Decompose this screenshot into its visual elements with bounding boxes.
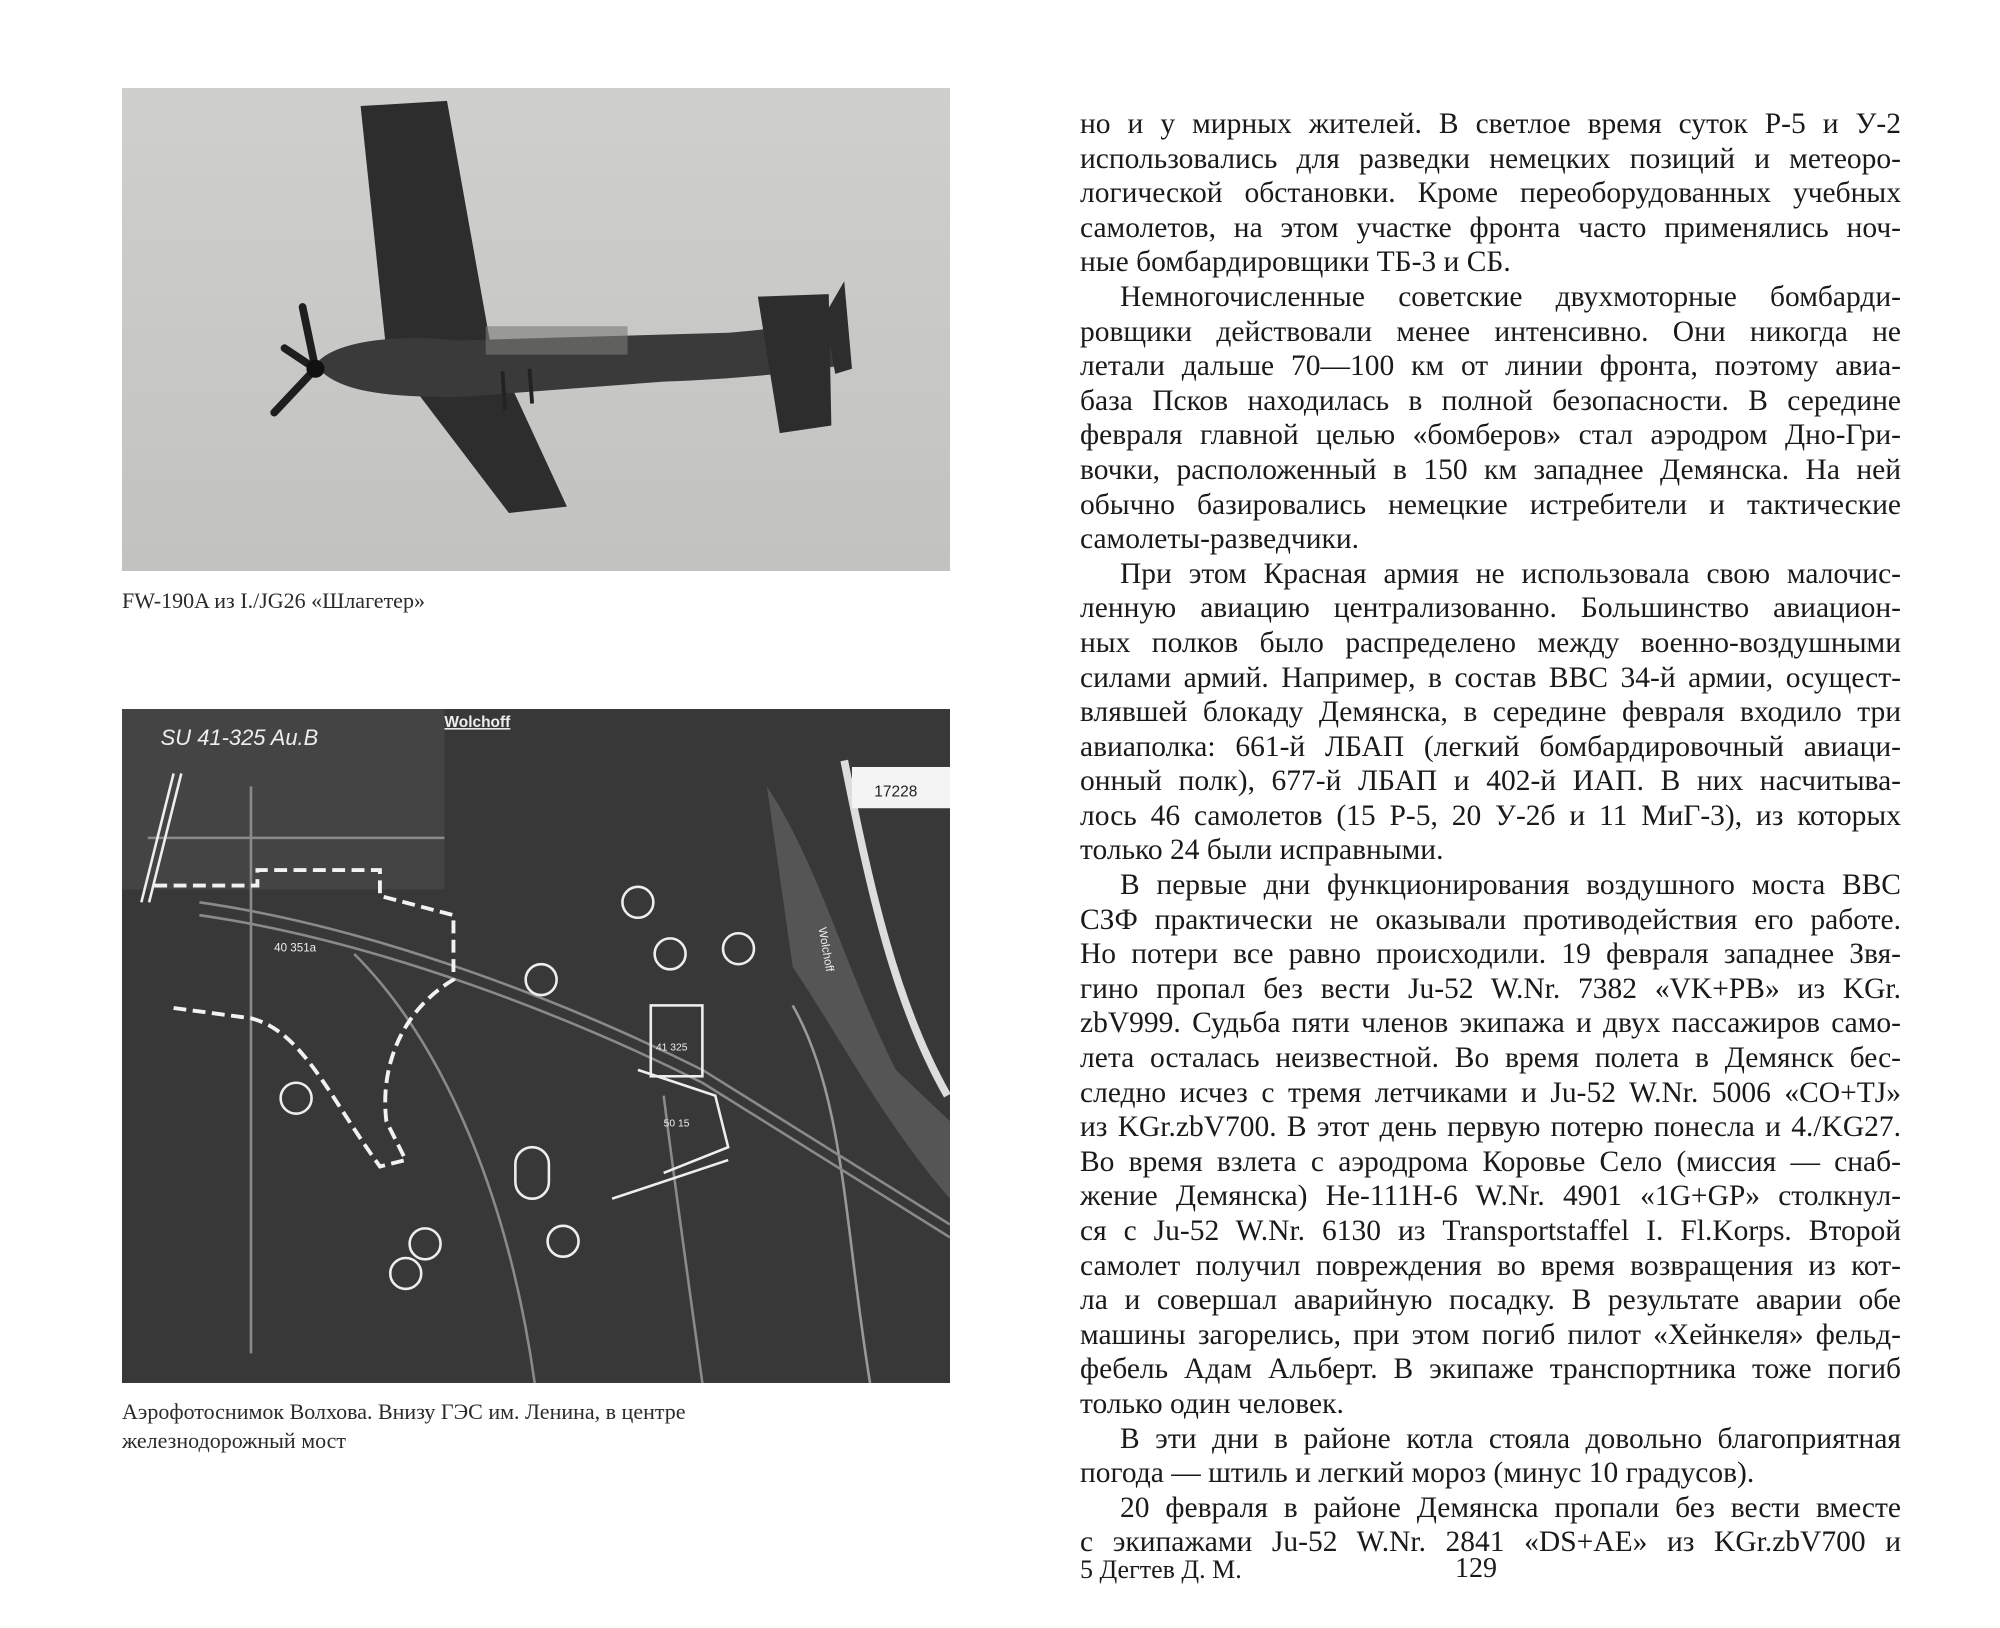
frame-number: 17228 [874,783,918,801]
text-line: следно исчез с тремя летчиками и Ju-52 W.Nr. 5006 «CO+TJ» [1080,1076,1901,1109]
text-line: база Псков находилась в полной безопасности. В середине [1080,384,1901,417]
text-line: вочки, расположенный в 150 км западнее Демянска. На ней [1080,453,1901,486]
area-label-b: 41 325 [655,1042,688,1054]
figure-caption-1: FW-190A из I./JG26 «Шлагетер» [122,588,425,613]
text-line: фебель Адам Альберт. В экипаже транспортника тоже погиб [1080,1353,1901,1386]
text-line: логической обстановки. Кроме переоборудованных учебных [1080,177,1901,210]
text-line: ные бомбардировщики ТБ-3 и СБ. [1080,246,1511,279]
text-line: ла и совершал аварийную посадку. В результате аварии обе [1080,1284,1901,1317]
mission-label: SU 41-325 Au.B [160,725,319,751]
text-line: но и у мирных жителей. В светлое время суток Р-5 и У-2 [1080,108,1901,140]
text-line: онный полк), 677-й ЛБАП и 402-й ИАП. В них насчитыва- [1080,765,1901,798]
text-line: обычно базировались немецкие истребители и тактические [1080,488,1901,521]
text-line: силами армий. Например, в состав ВВС 34-й армии, осущест- [1080,661,1901,694]
text-line: самолетов, на этом участке фронта часто применялись ноч- [1080,211,1901,244]
text-line: В эти дни в районе котла стояла довольно благоприятная [1120,1422,1901,1455]
text-line: из KGr.zbV700. В этот день первую потерю понесла и 4./KG27. [1080,1111,1901,1144]
text-line: СЗФ практически не оказывали противодействия его работе. [1080,903,1901,936]
area-label-a: 40 351a [274,941,317,955]
text-line: использовались для разведки немецких позиций и метеоро- [1080,142,1901,175]
text-line: лета осталась неизвестной. Во время полета в Демянск бес- [1080,1042,1901,1075]
text-line: самолеты-разведчики. [1080,523,1360,556]
text-line: гино пропал без вести Ju-52 W.Nr. 7382 «VK+PB» из KGr. [1080,972,1901,1005]
text-line: только один человек. [1080,1387,1344,1420]
aerial-photo [122,709,950,1383]
signature-mark: 5 Дегтев Д. М. [1080,1555,1242,1584]
text-line: летали дальше 70—100 км от линии фронта, поэтому авиа- [1080,350,1901,383]
page-number: 129 [1455,1553,1497,1584]
text-line: самолет получил повреждения во время возвращения из кот- [1080,1249,1901,1282]
text-line: 20 февраля в районе Демянска пропали без вести вместе [1120,1491,1901,1524]
text-line: ровщики действовали менее интенсивно. Они никогда не [1080,315,1901,348]
text-line: Во время взлета с аэродрома Коровье Село (миссия — снаб- [1080,1145,1901,1178]
text-line: При этом Красная армия не использовала свою малочис- [1120,557,1901,590]
river-label: Wolchoff [815,926,837,973]
text-line: только 24 были исправными. [1080,834,1444,867]
text-line: февраля главной целью «бомберов» стал аэродром Дно-Гри- [1080,419,1901,452]
text-line: машины загорелись, при этом погиб пилот «Хейнкеля» фельд- [1080,1318,1901,1351]
caption-line: железнодорожный мост [122,1428,347,1453]
text-line: ленную авиацию централизованно. Большинство авиацион- [1080,592,1901,625]
text-line: с экипажами Ju-52 W.Nr. 2841 «DS+AE» из KGr.zbV700 и [1080,1526,1901,1559]
text-line: zbV999. Судьба пяти членов экипажа и двух пассажиров само- [1080,1007,1901,1040]
text-line: Немногочисленные советские двухмоторные бомбарди- [1120,280,1901,313]
caption-line: Аэрофотоснимок Волхова. Внизу ГЭС им. Ленина, в центре [122,1399,686,1424]
text-line: В первые дни функционирования воздушного моста ВВС [1120,869,1901,902]
fw190-photo [122,88,950,571]
text-line: авиаполка: 661-й ЛБАП (легкий бомбардировочный авиаци- [1080,730,1901,763]
text-line: лось 46 самолетов (15 Р-5, 20 У-2б и 11 МиГ-3), из которых [1080,799,1901,832]
text-line: погода — штиль и легкий мороз (минус 10 градусов). [1080,1457,1755,1490]
text-line: Но потери все равно происходили. 19 февраля западнее Звя- [1080,938,1901,971]
place-label: Wolchoff [444,714,511,732]
text-line: влявшей блокаду Демянска, в середине февраля входило три [1080,696,1901,729]
body-text [1080,107,1901,1560]
area-label-c: 50 15 [663,1118,690,1130]
text-line: ных полков было распределено между военно-воздушными [1080,626,1901,659]
figure-caption-2 [122,1397,822,1455]
text-line: ся с Ju-52 W.Nr. 6130 из Transportstaffel I. Fl.Korps. Второй [1080,1215,1901,1247]
text-line: жение Демянска) He-111H-6 W.Nr. 4901 «1G+GP» столкнул- [1080,1180,1901,1213]
